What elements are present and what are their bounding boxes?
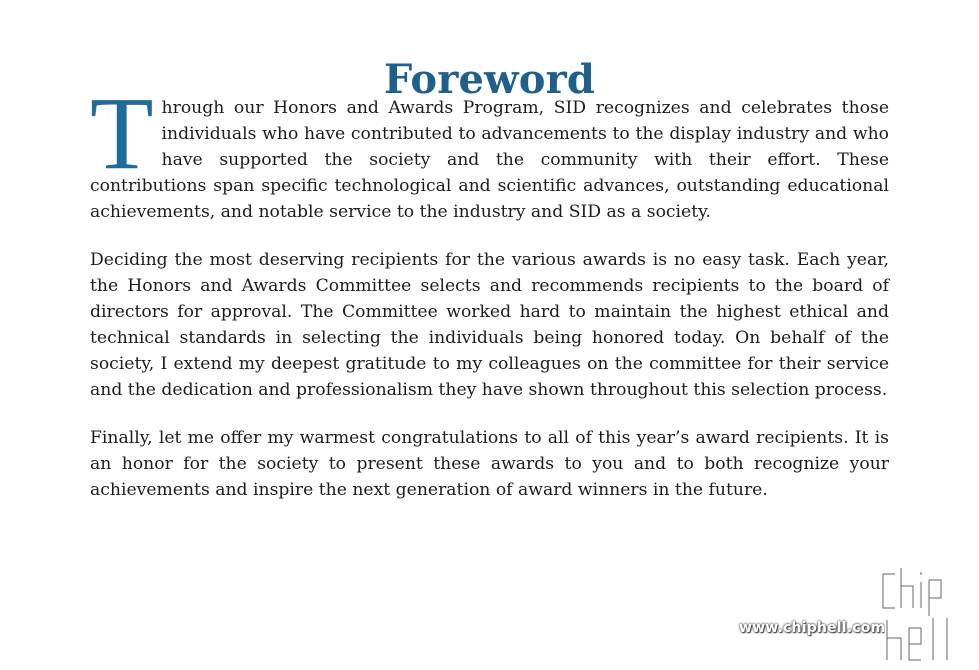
- drop-cap: T: [90, 76, 154, 191]
- paragraph-3: Finally, let me offer my warmest congratulations to all of this year’s award recipients. It is an honor for the society to present these awards to you and to both recognize your achievements and inspire the next generation of award winners in the future.: [90, 428, 889, 500]
- chiphell-watermark: [739, 564, 969, 664]
- paragraph-2: Deciding the most deserving recipients for the various awards is no easy task. Each year, the Honors and Awards Committee selects and recommends recipients to the board of directors for approval. The Committee worked hard to maintain the highest ethical and technical standards in selecting the individuals being honored today. On behalf of the society, I extend my deepest gratitude to my colleagues on the committee for their service and the dedication and professionalism they have shown throughout this selection process.: [90, 250, 889, 400]
- page-title: Foreword: [383, 55, 596, 103]
- chiphell-logo-icon: [877, 564, 969, 664]
- watermark-url: www.chiphell.com: [739, 620, 886, 636]
- paragraph-1-text: hrough our Honors and Awards Program, SID recognizes and celebrates those individuals who have contributed to advancements to the display industry and who have supported the society and the community with their effort. These contributions span specific technological and scientific advances, outstanding educational achievements, and notable service to the industry and SID as a society.: [90, 98, 889, 222]
